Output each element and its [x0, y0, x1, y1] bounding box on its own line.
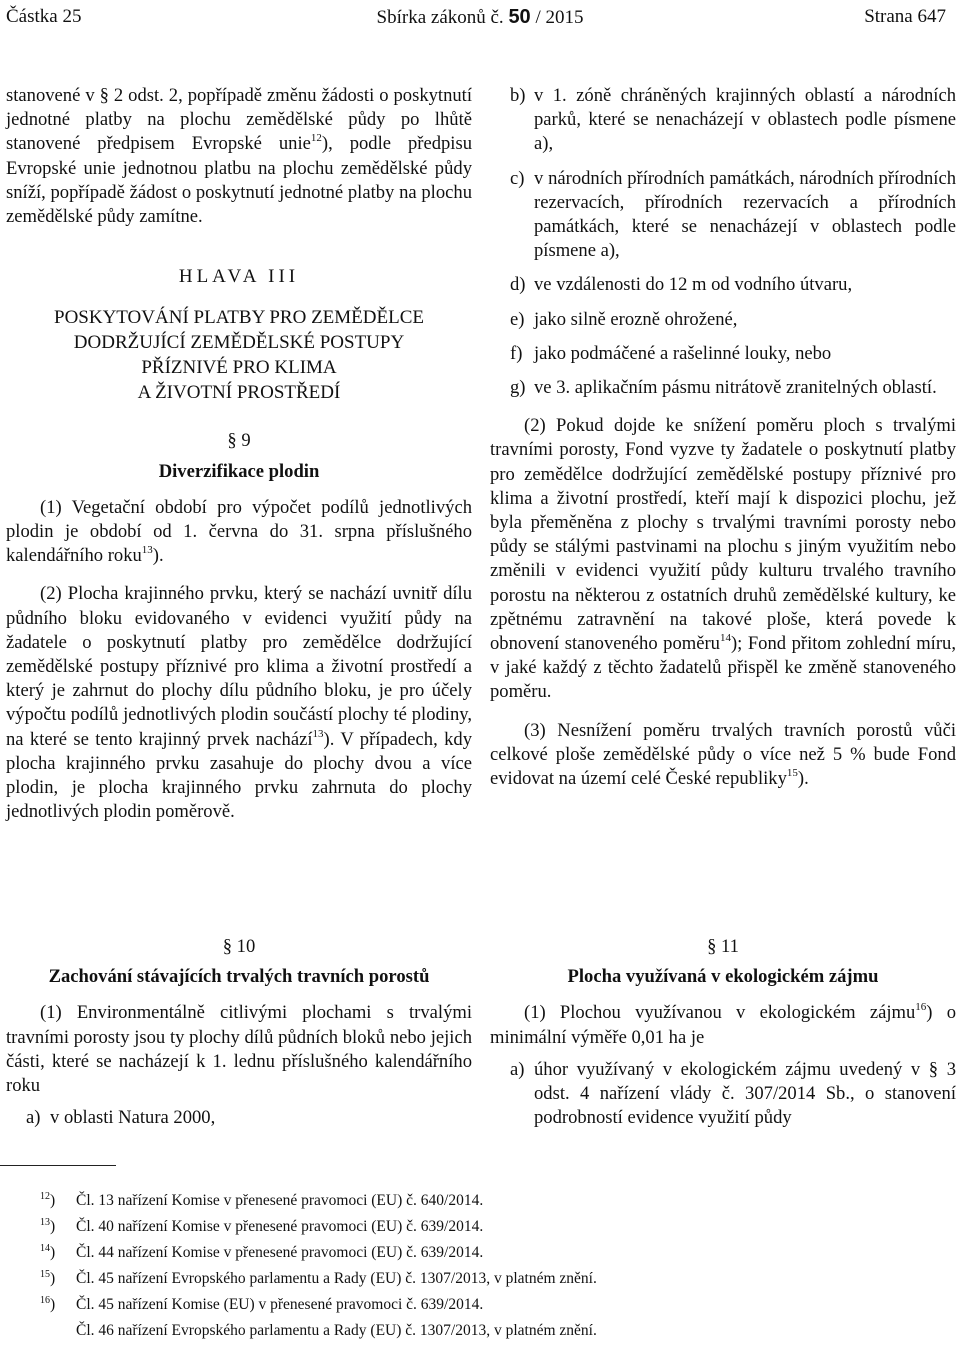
section-11 [490, 935, 956, 1140]
paragraph [490, 719, 956, 792]
collection-number: 50 [508, 6, 531, 28]
list-item [490, 273, 956, 297]
paragraph [490, 414, 956, 704]
list-item [490, 376, 956, 400]
list-label: b) [510, 85, 526, 106]
text: ). [152, 545, 164, 567]
list-text: v oblasti Natura 2000, [50, 1107, 216, 1129]
footnote-number: $^{13}$) [40, 1217, 56, 1235]
footnote-num: 15 [40, 1269, 50, 1280]
list-item [490, 342, 956, 366]
part-title-line: POSKYTOVÁNÍ PLATBY PRO ZEMĚDĚLCE [54, 307, 424, 329]
list-item [490, 167, 956, 264]
text: stanovené v § 2 odst. 2, popřípadě změnu žádosti o poskytnutí jednotné platby na plochu zemědělské půdy po lhůtě stanovené předpisem Evropské unie [6, 85, 472, 155]
footnote-number: $^{12}$) [40, 1191, 56, 1209]
footnote-ref: 12 [310, 132, 322, 145]
footnote-num: 12 [40, 1191, 50, 1202]
part-heading: HLAVA III [178, 266, 300, 288]
section-title: Plocha využívaná v ekologickém zájmu [567, 966, 879, 988]
page-header [0, 0, 960, 36]
paragraph-continuation [6, 84, 472, 229]
footnote-text: Čl. 45 nařízení Komise (EU) v přenesené pravomoci č. 639/2014. [76, 1296, 484, 1313]
text: (1) Plochou využívanou v ekologickém zájmu [524, 1002, 916, 1024]
list-label: g) [510, 377, 526, 399]
footnote-num: 13 [40, 1217, 50, 1228]
text: ); Fond přitom zohlední míru, v jaké každý z těchto žadatelů přispěl ke změně stanoveného poměru. [490, 633, 956, 703]
list-text: ve 3. aplikačním pásmu nitrátově zranitelných oblastí. [534, 377, 937, 399]
list-item [490, 84, 956, 157]
text: (2) Plocha krajinného prvku, který se nachází uvnitř dílu půdního bloku evidovaného v evidenci využití půdy na žadatele o poskytnutí platby pro zemědělce dodržující zemědělské postupy příznivé pro klima a životní prostředí a který je zahrnut do plochy dílu půdního bloku, je pro účely výpočtu podílů jednotlivých plodin součástí plochy té plodiny, na které se tento krajinný prvek nachází [6, 583, 472, 750]
footnote-number: $^{15}$) [40, 1269, 56, 1287]
part-title [6, 305, 472, 405]
footnote-divider [0, 1165, 116, 1166]
part-title-line: DODRŽUJÍCÍ ZEMĚDĚLSKÉ POSTUPY [73, 332, 405, 354]
footnote [40, 1266, 940, 1292]
paragraph [6, 582, 472, 824]
page-number: Strana 647 [864, 6, 946, 27]
list-item [6, 1106, 472, 1130]
text: (1) Vegetační období pro výpočet podílů jednotlivých plodin je období od 1. června do 31. srpna příslušného kalendářního roku [6, 496, 472, 567]
right-column [490, 84, 956, 791]
list-item [490, 1058, 956, 1131]
section-number: § 10 [222, 936, 256, 957]
part-title-line: PŘÍZNIVÉ PRO KLIMA [141, 357, 337, 379]
text: (3) Nesnížení poměru trvalých travních porostů vůči celkové ploše zemědělské půdy o více než 5 % bude Fond evidovat na území celé České republiky [490, 719, 956, 790]
list-label: f) [510, 342, 523, 364]
list-text: v 1. zóně chráněných krajinných oblastí a národních parků, které se nenacházejí v oblastech podle písmene a), [534, 85, 956, 155]
footnote-ref: 15 [786, 767, 798, 780]
list-text: jako podmáčené a rašelinné louky, nebo [534, 342, 832, 364]
part-title-line: A ŽIVOTNÍ PROSTŘEDÍ [137, 382, 341, 404]
section-number: § 11 [707, 936, 739, 957]
paragraph [6, 496, 472, 569]
list-label: a) [510, 1058, 525, 1080]
footnote-ref: 14 [719, 632, 731, 645]
footnote-number: $^{16}$) [40, 1295, 56, 1313]
issue-label: Částka 25 [6, 6, 82, 27]
list-text: v národních přírodních památkách, národních přírodních rezervacích, přírodních rezervacích a přírodních památkách, které se nenacházejí v oblastech podle písmene a), [534, 167, 956, 262]
left-column [6, 84, 472, 824]
footnote-number: $^{14}$) [40, 1243, 56, 1261]
footnote-ref: 13 [312, 727, 324, 740]
text: ). [797, 768, 809, 790]
list-text: jako silně erozně ohrožené, [534, 308, 738, 330]
footnote-text: Čl. 46 nařízení Evropského parlamentu a Rady (EU) č. 1307/2013, v platném znění. [76, 1322, 597, 1339]
text: (2) Pokud dojde ke snížení poměru ploch s trvalými travními porosty, Fond vyzve ty žadatele o poskytnutí platby pro zemědělce dodržující zemědělské postupy příznivé pro klima a životní prostředí, kteří mají k dispozici plochu, jež byla přeměněna z plochy s trvalými travními porosty nebo půdy se stálými pastvinami na plochu s jiným využitím nebo změnili v evidenci využití půdy kulturu trvalého travního porostu na některou z ostatních druhů zemědělské kultury, ke zpětnému zatravnění na takové ploše, která povede k obnovení stanoveného poměru [490, 415, 956, 655]
section-title: Diverzifikace plodin [158, 460, 320, 482]
footnote-text: Čl. 40 nařízení Komise v přenesené pravomoci (EU) č. 639/2014. [76, 1218, 484, 1235]
footnote-text: Čl. 45 nařízení Evropského parlamentu a Rady (EU) č. 1307/2013, v platném znění. [76, 1270, 597, 1287]
list-text: ve vzdálenosti do 12 m od vodního útvaru, [534, 274, 853, 296]
collection-title [0, 6, 960, 29]
footnote-text: Čl. 44 nařízení Komise v přenesené pravomoci (EU) č. 639/2014. [76, 1244, 484, 1261]
list-label: a) [26, 1107, 41, 1129]
section-number: § 9 [227, 430, 251, 452]
text: ). V případech, kdy plocha krajinného prvku zasahuje do plochy dvou a více plodin, je plocha krajinného prvku zahrnuta do plochy jednotlivých plodin poměrově. [6, 728, 472, 823]
list-label: d) [510, 274, 526, 296]
footnote-ref: 13 [141, 544, 153, 557]
collection-name: Sbírka zákonů č. [376, 7, 504, 28]
paragraph [490, 1001, 956, 1049]
collection-year: / 2015 [535, 7, 584, 28]
footnote-num: 16 [40, 1295, 50, 1306]
list-item [490, 308, 956, 332]
footnote-text: Čl. 13 nařízení Komise v přenesené pravomoci (EU) č. 640/2014. [76, 1192, 484, 1209]
paragraph: (1) Environmentálně citlivými plochami s trvalými travními porosty jsou ty plochy dílů půdních bloků nebo jejich části, které se nacházejí k 1. lednu příslušného kalendářního roku [6, 1002, 472, 1097]
footnote-num: 14 [40, 1243, 50, 1254]
list-label: e) [510, 308, 525, 330]
footnote-spacer [40, 1318, 76, 1344]
list-label: c) [510, 167, 525, 189]
footnote [40, 1292, 940, 1318]
list-text: úhor využívaný v ekologickém zájmu uvedený v § 3 odst. 4 nařízení vlády č. 307/2014 Sb., o stanovení podrobností evidence využití půdy [534, 1058, 956, 1129]
footnote-ref: 16 [915, 1001, 927, 1014]
footnote [40, 1318, 940, 1344]
footnote [40, 1188, 940, 1214]
section-10 [6, 935, 472, 1140]
footnote [40, 1214, 940, 1240]
footnotes [40, 1188, 940, 1344]
text: ) o minimální výměře 0,01 ha je [490, 1002, 956, 1048]
footnote [40, 1240, 940, 1266]
text: ), podle předpisu Evropské unie jednotnou platbu na plochu zemědělské půdy sníží, popřípadě žádost o poskytnutí jednotné platby na plochu zemědělské půdy zamítne. [6, 133, 472, 228]
section-title: Zachování stávajících trvalých travních porostů [48, 966, 430, 988]
